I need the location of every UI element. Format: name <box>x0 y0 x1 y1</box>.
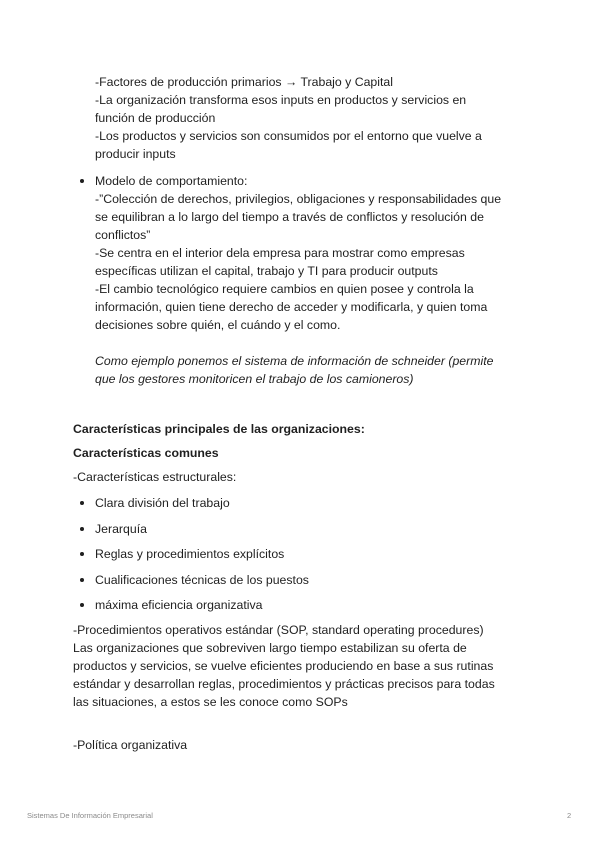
text-line: que los gestores monitoricen el trabajo de los camioneros) <box>95 372 414 386</box>
text-line: decisiones sobre quién, el cuándo y el como. <box>95 318 341 332</box>
text-line: -El cambio tecnológico requiere cambios en quien posee y controla la <box>95 282 474 296</box>
text-line: las situaciones, a estos se les conoce como SOPs <box>73 695 348 709</box>
text-line: conflictos” <box>95 228 151 242</box>
bullet-icon <box>80 501 84 505</box>
text-line: productos y servicios, se vuelve eficientes produciendo en base a sus rutinas <box>73 659 494 673</box>
behavior-model-item <box>95 172 501 334</box>
text-line: se equilibran a lo largo del tiempo a través de conflictos y resolución de <box>95 210 484 224</box>
sop-paragraph <box>73 621 495 711</box>
text-line: -Se centra en el interior dela empresa para mostrar como empresas <box>95 246 465 260</box>
text-line: -Procedimientos operativos estándar (SOP, standard operating procedures) <box>73 623 484 637</box>
page-number: 2 <box>567 811 572 820</box>
text-line: Las organizaciones que sobreviven largo tiempo estabilizan su oferta de <box>73 641 467 655</box>
list-item: Cualificaciones técnicas de los puestos <box>95 573 309 587</box>
behavior-model-title: Modelo de comportamiento: <box>95 174 248 188</box>
structural-label: -Características estructurales: <box>73 470 237 484</box>
text-line: específicas utilizan el capital, trabajo y TI para producir outputs <box>95 264 438 278</box>
bullet-icon <box>80 603 84 607</box>
list-item: máxima eficiencia organizativa <box>95 598 263 612</box>
example-note <box>95 352 493 388</box>
bullet-icon <box>80 527 84 531</box>
text-line: -Los productos y servicios son consumidos por el entorno que vuelve a <box>95 129 482 143</box>
list-item: Reglas y procedimientos explícitos <box>95 547 285 561</box>
section-heading: Características principales de las organizaciones: <box>73 422 365 436</box>
text-line: información, quien tiene derecho de acceder y modificarla, y quien toma <box>95 300 488 314</box>
text-line: producir inputs <box>95 147 176 161</box>
text-line: -La organización transforma esos inputs en productos y servicios en <box>95 93 467 107</box>
text-line: -Factores de producción primarios → Trabajo y Capital <box>95 75 393 89</box>
footer-title: Sistemas De Información Empresarial <box>27 811 153 820</box>
bullet-icon <box>80 552 84 556</box>
text-line: Como ejemplo ponemos el sistema de información de schneider (permite <box>95 354 494 368</box>
text-line: -”Colección de derechos, privilegios, obligaciones y responsabilidades que <box>95 192 502 206</box>
text-line: función de producción <box>95 111 216 125</box>
production-function-text <box>95 73 482 163</box>
bullet-icon <box>80 179 84 183</box>
politics-label: -Política organizativa <box>73 738 188 752</box>
bullet-icon <box>80 578 84 582</box>
subheading: Características comunes <box>73 446 219 460</box>
text-line: estándar y desarrollan reglas, procedimientos y prácticas precisos para todas <box>73 677 495 691</box>
list-item: Clara división del trabajo <box>95 496 230 510</box>
list-item: Jerarquía <box>95 522 147 536</box>
